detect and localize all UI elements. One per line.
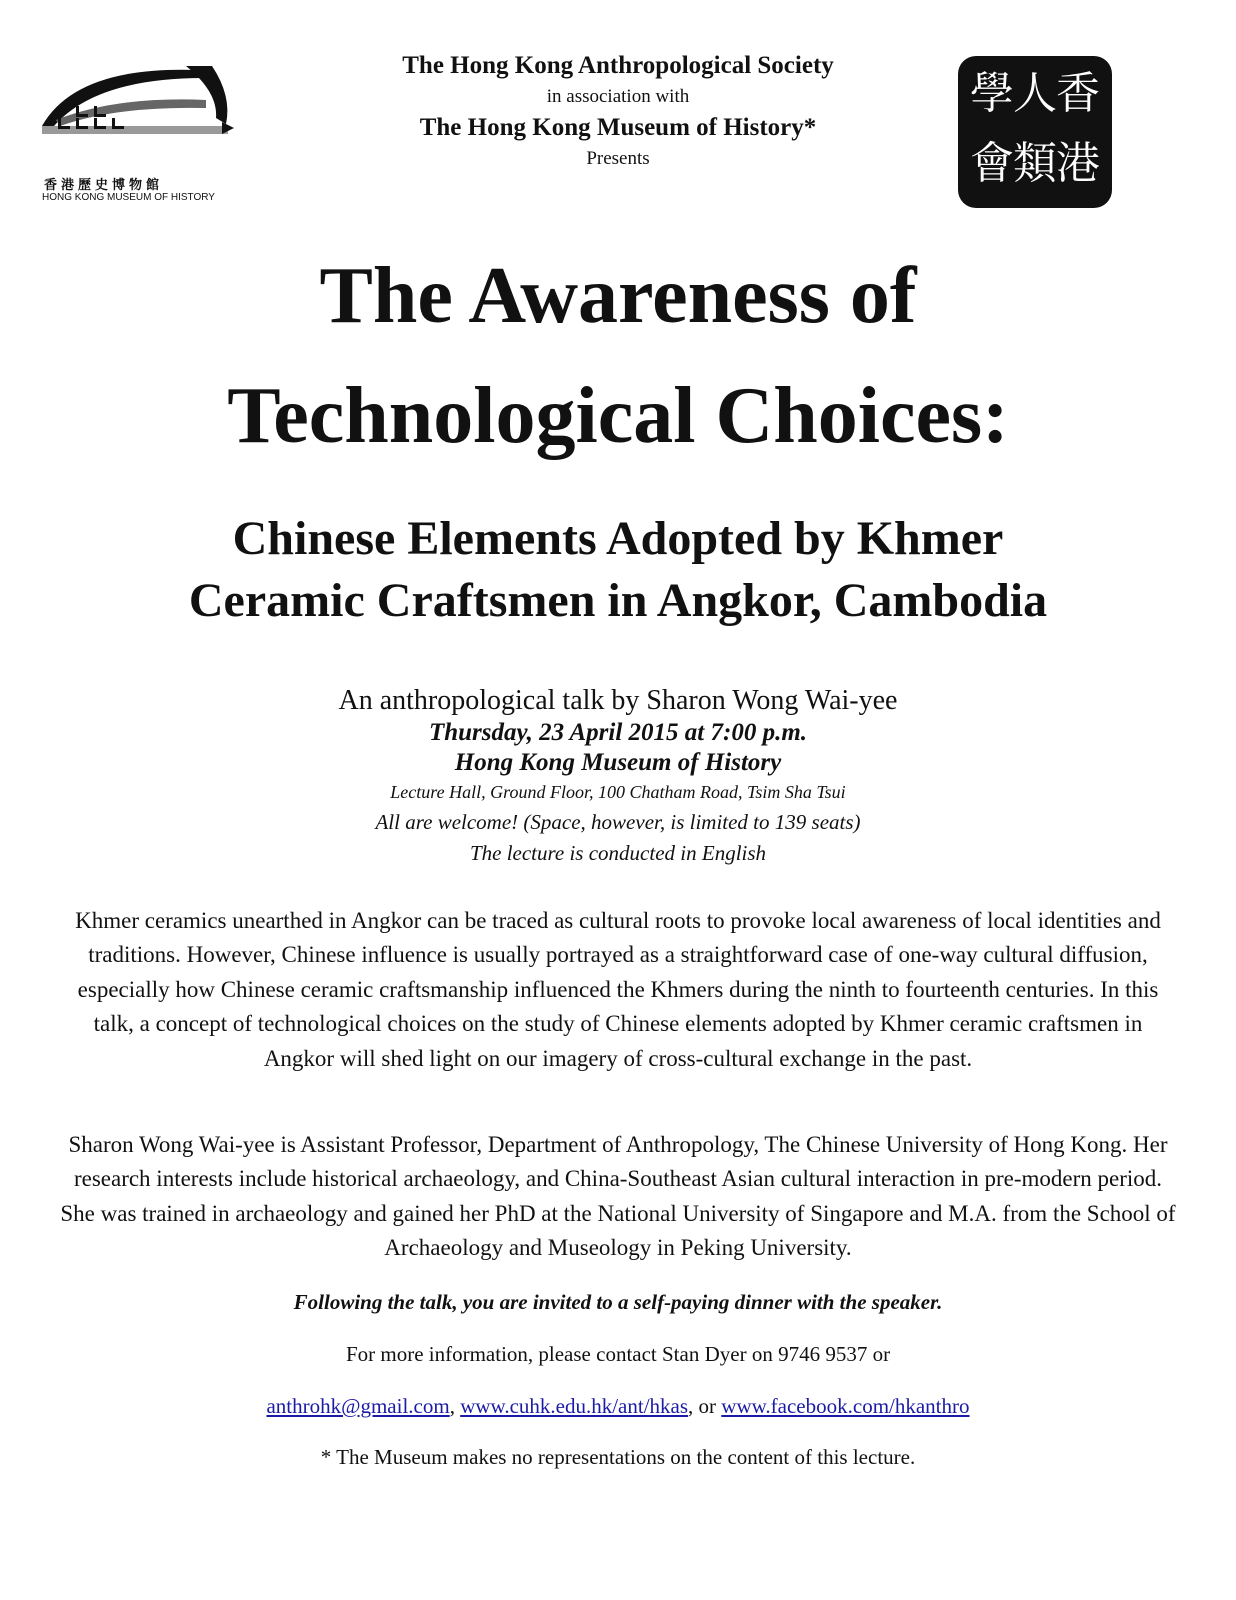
address-line: Lecture Hall, Ground Floor, 100 Chatham Road, Tsim Sha Tsui: [390, 782, 846, 802]
email-link[interactable]: anthrohk@gmail.com: [266, 1394, 450, 1418]
website-link[interactable]: www.cuhk.edu.hk/ant/hkas: [460, 1394, 689, 1418]
link-separator: , or: [688, 1394, 722, 1418]
association-text: in association with: [546, 86, 690, 107]
date-time-line: Thursday, 23 April 2015 at 7:00 p.m.: [428, 719, 808, 746]
speaker-bio-paragraph: Sharon Wong Wai-yee is Assistant Professor, Department of Anthropology, The Chinese University of Hong Kong. Her research interests include historical archaeology, and China-Southeast Asian cultural interaction in pre-modern period. She was trained in archaeology and gained her PhD at the National University of Singapore and M.A. from the School of Archaeology and Museology in Peking University.: [60, 1132, 1176, 1261]
seal-character: 會: [970, 138, 1014, 189]
museum-disclaimer: * The Museum makes no representations on the content of this lecture.: [320, 1445, 916, 1469]
facebook-link[interactable]: www.facebook.com/hkanthro: [721, 1394, 970, 1418]
society-seal-logo: [954, 52, 1116, 212]
organizer-name: The Hong Kong Anthropological Society: [402, 52, 834, 79]
subtitle-line-1: Chinese Elements Adopted by Khmer: [232, 512, 1004, 565]
seal-character: 人: [1013, 68, 1057, 119]
welcome-line: All are welcome! (Space, however, is limited to 139 seats): [375, 810, 861, 834]
lecture-title: [0, 236, 1236, 476]
talk-details: [0, 684, 1236, 868]
seal-character: 類: [1013, 138, 1057, 189]
lecture-subtitle: [0, 508, 1236, 632]
partner-name: The Hong Kong Museum of History*: [419, 114, 817, 141]
contact-links: [0, 1394, 1236, 1419]
museum-name-english: HONG KONG MUSEUM OF HISTORY: [42, 192, 215, 203]
presents-text: Presents: [586, 148, 650, 169]
title-line-2: Technological Choices:: [227, 372, 1009, 460]
seal-character: 香: [1056, 68, 1100, 119]
dinner-note: Following the talk, you are invited to a self-paying dinner with the speaker.: [293, 1290, 943, 1314]
speaker-line: An anthropological talk by Sharon Wong Wai-yee: [338, 685, 898, 716]
link-separator: ,: [449, 1394, 461, 1418]
subtitle-line-2: Ceramic Craftsmen in Angkor, Cambodia: [188, 574, 1048, 627]
contact-line: For more information, please contact Stan Dyer on 9746 9537 or: [345, 1342, 891, 1366]
seal-character: 學: [970, 68, 1014, 119]
venue-line: Hong Kong Museum of History: [454, 749, 782, 776]
museum-logo: [36, 56, 246, 216]
museum-logo-mark-icon: [36, 56, 246, 176]
abstract-paragraph: Khmer ceramics unearthed in Angkor can be traced as cultural roots to provoke local awareness of local identities and traditions. However, Chinese influence is usually portrayed as a straightforward case of one-way cultural diffusion, especially how Chinese ceramic craftsmanship influenced the Khmers during the ninth to fourteenth centuries. In this talk, a concept of technological choices on the study of Chinese elements adopted by Khmer ceramic craftsmen in Angkor will shed light on our imagery of cross-cultural exchange in the past.: [75, 908, 1161, 1071]
language-line: The lecture is conducted in English: [469, 841, 767, 865]
seal-character: 港: [1056, 138, 1100, 189]
museum-name-chinese: 香港歷史博物館: [44, 177, 164, 192]
title-line-1: The Awareness of: [319, 252, 917, 340]
presenter-header: [310, 50, 926, 174]
seal-stamp-icon: [954, 52, 1116, 212]
